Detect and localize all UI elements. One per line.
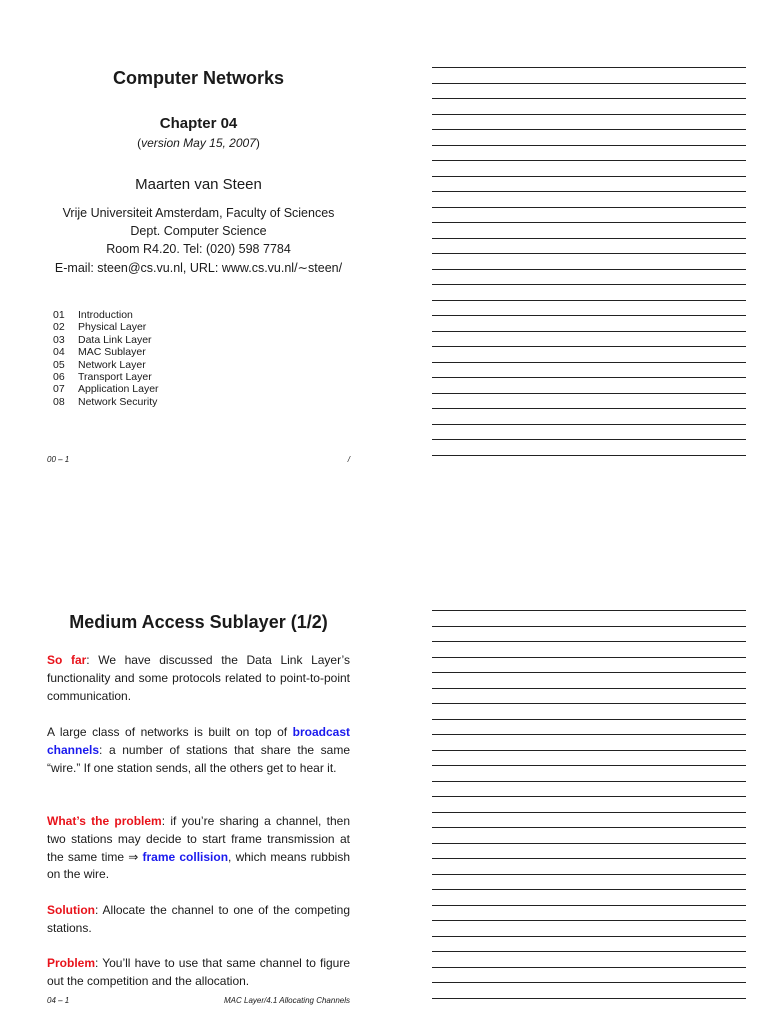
version-line [47, 136, 350, 150]
paragraph-problem [47, 813, 350, 884]
slide1-footer-right: / [347, 455, 350, 464]
toc-label: Network Layer [78, 358, 146, 371]
toc-item [53, 346, 159, 358]
version-prefix: ( [137, 136, 142, 150]
note-line [432, 222, 746, 223]
paragraph-text: : Allocate the channel to one of the competing stations. [47, 903, 350, 935]
toc-number: 01 [53, 309, 65, 321]
note-line [432, 703, 746, 704]
note-line [432, 439, 746, 440]
toc-item [53, 383, 159, 395]
note-line [432, 191, 746, 192]
paragraph-text: : You’ll have to use that same channel to figure out the competition and the allocation. [47, 956, 350, 988]
note-line [432, 967, 746, 968]
toc-label: Transport Layer [78, 371, 152, 384]
paragraph-text: , which means rubbish on the wire. [47, 849, 350, 882]
table-of-contents [53, 309, 159, 408]
note-line [432, 889, 746, 890]
toc-number: 06 [53, 371, 65, 384]
toc-item [53, 309, 159, 321]
note-line [432, 346, 746, 347]
slide2-footer-left: 04 – 1 [47, 996, 70, 1005]
note-line [432, 455, 746, 456]
note-line [432, 982, 746, 983]
paragraph-so-far [47, 652, 350, 705]
slide1-footer-left: 00 – 1 [47, 455, 70, 464]
toc-item [53, 321, 159, 333]
toc-number: 03 [53, 333, 65, 346]
note-line [432, 393, 746, 394]
note-line [432, 936, 746, 937]
slide2-title: Medium Access Sublayer (1/2) [69, 612, 328, 632]
paragraph-broadcast [47, 724, 350, 777]
affiliation-line: Dept. Computer Science [130, 224, 267, 238]
note-line [432, 238, 746, 239]
paragraph-text: : a number of stations that share the same “wire.” If one station sends, all the others get to hear it. [47, 742, 350, 775]
note-line [432, 672, 746, 673]
note-line [432, 377, 746, 378]
note-line [432, 284, 746, 285]
note-line [432, 331, 746, 332]
note-line [432, 424, 746, 425]
note-line [432, 176, 746, 177]
note-line [432, 796, 746, 797]
toc-label: Application Layer [78, 383, 159, 396]
keyword-solution: Solution [47, 903, 95, 917]
version-text: version May 15, 2007 [141, 136, 256, 150]
note-line [432, 83, 746, 84]
note-line [432, 98, 746, 99]
note-line [432, 843, 746, 844]
toc-number: 04 [53, 346, 65, 359]
slide2-footer-right: MAC Layer/4.1 Allocating Channels [224, 996, 350, 1005]
note-line [432, 114, 746, 115]
toc-number: 07 [53, 383, 65, 396]
paragraph-text: : if you’re sharing a channel, then two stations may decide to start frame transmission at the same time ⇒ [47, 814, 350, 864]
note-line [432, 67, 746, 68]
note-line [432, 874, 746, 875]
contact-line: E-mail: steen@cs.vu.nl, URL: www.cs.vu.nl/∼steen/ [54, 261, 343, 275]
note-line [432, 905, 746, 906]
toc-label: Data Link Layer [78, 333, 152, 346]
toc-label: Physical Layer [78, 321, 147, 334]
paragraph-problem-2 [47, 955, 350, 991]
toc-label: Introduction [78, 309, 133, 321]
affiliation-line: Room R4.20. Tel: (020) 598 7784 [106, 242, 291, 256]
note-line [432, 641, 746, 642]
note-line [432, 765, 746, 766]
note-line [432, 315, 746, 316]
note-line [432, 688, 746, 689]
author-name: Maarten van Steen [135, 176, 262, 193]
paragraph-text: : We have discussed the Data Link Layer’s functionality and some protocols related to point-to-point communication. [47, 653, 350, 703]
paragraph-text: A large class of networks is built on top of [47, 725, 293, 739]
note-line [432, 129, 746, 130]
keyword-problem: Problem [47, 956, 96, 970]
note-line [432, 734, 746, 735]
toc-number: 08 [53, 395, 65, 408]
note-line [432, 951, 746, 952]
slide1-title: Computer Networks [112, 68, 285, 88]
toc-number: 02 [53, 321, 65, 334]
note-line [432, 253, 746, 254]
toc-number: 05 [53, 358, 65, 371]
version-suffix: ) [255, 136, 260, 150]
paragraph-solution [47, 902, 350, 938]
note-line [432, 781, 746, 782]
affiliation-line: Vrije Universiteit Amsterdam, Faculty of Sciences [62, 206, 335, 220]
note-line [432, 626, 746, 627]
toc-item [53, 371, 159, 383]
keyword-frame-collision: frame collision [142, 849, 229, 864]
note-line [432, 812, 746, 813]
note-line [432, 145, 746, 146]
note-line [432, 269, 746, 270]
toc-item [53, 359, 159, 371]
note-line [432, 920, 746, 921]
keyword-broadcast-channels: broadcast channels [47, 725, 350, 757]
toc-item [53, 334, 159, 346]
keyword-whats-the-problem: What’s the problem [47, 814, 162, 828]
note-line [432, 750, 746, 751]
note-line [432, 719, 746, 720]
keyword-so-far: So far [47, 653, 87, 667]
note-line [432, 408, 746, 409]
note-line [432, 300, 746, 301]
note-line [432, 610, 746, 611]
chapter-label: Chapter 04 [159, 115, 238, 132]
note-line [432, 362, 746, 363]
note-line [432, 858, 746, 859]
toc-label: MAC Sublayer [78, 346, 146, 359]
note-line [432, 827, 746, 828]
note-line [432, 207, 746, 208]
toc-label: Network Security [78, 395, 158, 408]
note-line [432, 657, 746, 658]
note-line [432, 998, 746, 999]
note-line [432, 160, 746, 161]
toc-item [53, 396, 159, 408]
